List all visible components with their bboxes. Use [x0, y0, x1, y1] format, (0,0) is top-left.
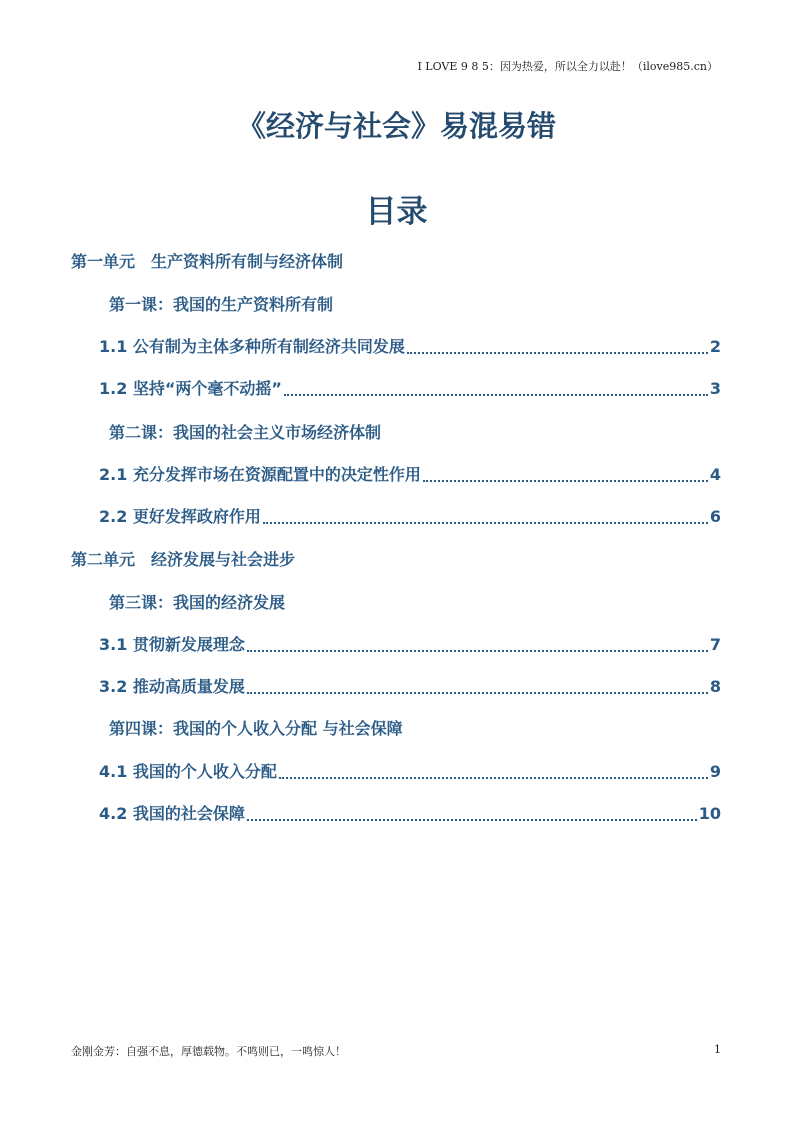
- toc-entry-label: 2.2 更好发挥政府作用: [99, 507, 261, 526]
- toc-entry-page: 3: [709, 379, 721, 398]
- dot-leader: [247, 692, 708, 694]
- toc-heading: 目录: [365, 194, 428, 230]
- toc-unit-2[interactable]: 第二单元 经济发展与社会进步: [71, 550, 296, 569]
- dot-leader: [284, 394, 708, 396]
- toc-entry-4-2[interactable]: [99, 801, 721, 824]
- toc-entry-label: 3.1 贯彻新发展理念: [99, 635, 245, 654]
- toc-entry-label: 1.2 坚持“两个毫不动摇”: [99, 379, 282, 398]
- toc-entry-label: 1.1 公有制为主体多种所有制经济共同发展: [99, 337, 405, 356]
- toc-entry-page: 10: [698, 804, 721, 823]
- dot-leader: [247, 819, 697, 821]
- toc-lesson-4[interactable]: 第四课：我国的个人收入分配 与社会保障: [109, 719, 403, 738]
- toc-entry-page: 4: [709, 465, 721, 484]
- toc-unit-1[interactable]: 第一单元 生产资料所有制与经济体制: [71, 252, 344, 271]
- toc-entry-page: 6: [709, 507, 721, 526]
- dot-leader: [407, 352, 708, 354]
- dot-leader: [279, 777, 708, 779]
- toc-entry-page: 9: [709, 762, 721, 781]
- dot-leader: [423, 480, 708, 482]
- toc-entry-page: 7: [709, 635, 721, 654]
- toc-lesson-3[interactable]: 第三课：我国的经济发展: [109, 593, 286, 612]
- toc-lesson-2[interactable]: 第二课：我国的社会主义市场经济体制: [109, 423, 382, 442]
- dot-leader: [247, 650, 708, 652]
- toc-entry-2-1[interactable]: [99, 462, 721, 485]
- dot-leader: [263, 522, 708, 524]
- document-title: 《经济与社会》易混易错: [236, 109, 556, 143]
- toc-entry-page: 8: [709, 677, 721, 696]
- toc-entry-3-1[interactable]: [99, 632, 721, 655]
- toc-entry-1-2[interactable]: [99, 376, 721, 399]
- toc-entry-label: 3.2 推动高质量发展: [99, 677, 245, 696]
- footer-motto: 金刚金芳：自强不息，厚德载物。不鸣则已，一鸣惊人！: [71, 1045, 346, 1058]
- toc-entry-page: 2: [709, 337, 721, 356]
- footer-page-number: 1: [714, 1043, 721, 1056]
- toc-entry-label: 4.1 我国的个人收入分配: [99, 762, 277, 781]
- toc-entry-2-2[interactable]: [99, 504, 721, 527]
- toc-entry-label: 2.1 充分发挥市场在资源配置中的决定性作用: [99, 465, 421, 484]
- page-header: I LOVE 9 8 5：因为热爱，所以全力以赴！（ilove985.cn）: [417, 60, 718, 73]
- toc-entry-4-1[interactable]: [99, 759, 721, 782]
- toc-entry-3-2[interactable]: [99, 674, 721, 697]
- toc-entry-1-1[interactable]: [99, 334, 721, 357]
- toc-entry-label: 4.2 我国的社会保障: [99, 804, 245, 823]
- toc-lesson-1[interactable]: 第一课：我国的生产资料所有制: [109, 295, 334, 314]
